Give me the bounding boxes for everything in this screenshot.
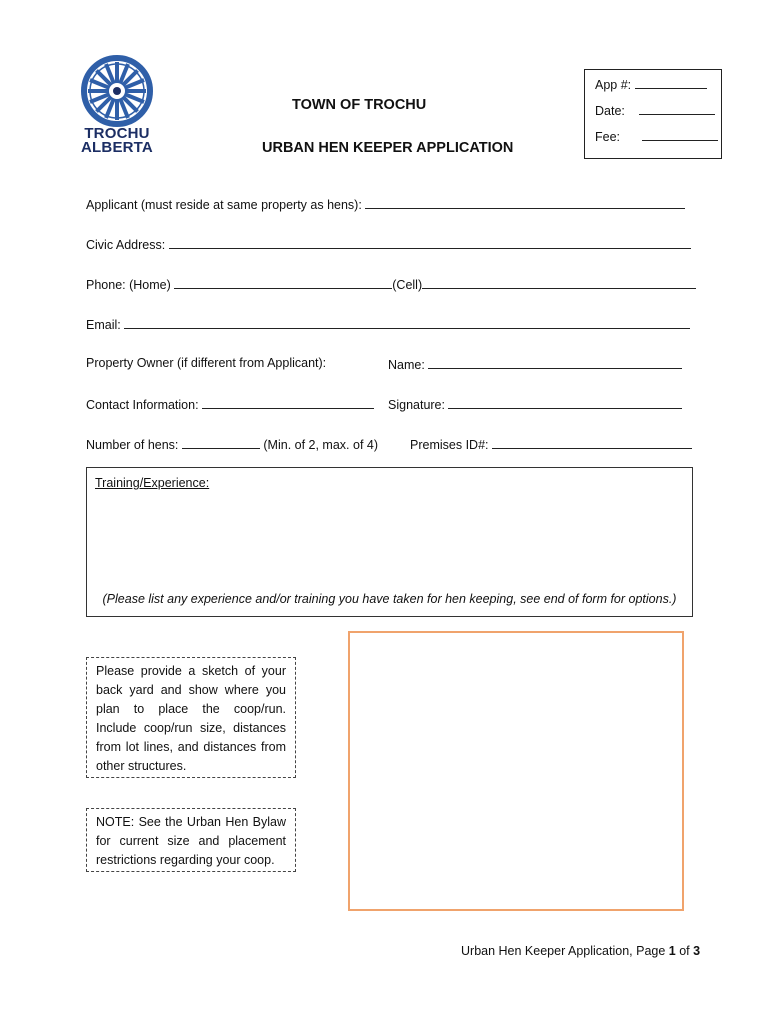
number-of-hens-row: [86, 436, 378, 452]
sketch-area[interactable]: [348, 631, 684, 911]
phone-home-label: Phone: (Home): [86, 278, 171, 292]
premises-id-row: [410, 436, 692, 452]
property-owner-label: Property Owner (if different from Applicant):: [86, 356, 327, 370]
owner-name-field[interactable]: [428, 356, 682, 369]
office-use-box: [584, 69, 722, 159]
footer-page-number: 1: [668, 944, 676, 958]
app-number-field[interactable]: [635, 77, 707, 89]
bylaw-note: NOTE: See the Urban Hen Bylaw for current size and placement restrictions regarding your coop.: [86, 808, 296, 872]
logo-text-alberta: ALBERTA: [81, 139, 153, 156]
app-number-label: App #:: [595, 78, 632, 92]
number-of-hens-label: Number of hens:: [86, 438, 179, 452]
fee-label: Fee:: [595, 130, 621, 144]
date-field[interactable]: [639, 103, 715, 115]
phone-home-field[interactable]: [174, 276, 392, 289]
phone-cell-label: (Cell): [392, 278, 423, 292]
email-row: [86, 316, 690, 332]
signature-row: [388, 396, 682, 412]
contact-info-label: Contact Information:: [86, 398, 199, 412]
civic-address-row: [86, 236, 691, 252]
signature-label: Signature:: [388, 398, 445, 412]
applicant-field[interactable]: [365, 196, 685, 209]
footer-text: Urban Hen Keeper Application, Page: [461, 944, 666, 958]
phone-cell-field[interactable]: [422, 276, 696, 289]
form-title: URBAN HEN KEEPER APPLICATION: [262, 140, 514, 156]
civic-address-label: Civic Address:: [86, 238, 166, 252]
fee-row: [595, 129, 718, 144]
contact-info-row: [86, 396, 374, 412]
app-number-row: [595, 77, 707, 92]
footer-page-total: 3: [693, 944, 701, 958]
footer-of: of: [679, 944, 690, 958]
contact-info-field[interactable]: [202, 396, 374, 409]
signature-field[interactable]: [448, 396, 682, 409]
hens-range-note: (Min. of 2, max. of 4): [263, 438, 379, 452]
training-note: (Please list any experience and/or training you have taken for hen keeping, see end of form for options.): [102, 592, 677, 606]
applicant-label: Applicant (must reside at same property as hens):: [86, 198, 362, 212]
date-row: [595, 103, 715, 118]
civic-address-field[interactable]: [169, 236, 691, 249]
premises-id-field[interactable]: [492, 436, 692, 449]
owner-name-label: Name:: [388, 358, 425, 372]
applicant-row: [86, 196, 685, 212]
phone-row: [86, 276, 696, 292]
wagon-wheel-icon: [80, 54, 154, 128]
fee-field[interactable]: [642, 129, 718, 141]
page-footer: [461, 944, 700, 958]
town-logo: [80, 54, 154, 158]
email-field[interactable]: [124, 316, 690, 329]
owner-name-row: [388, 356, 682, 372]
date-label: Date:: [595, 104, 625, 118]
premises-id-label: Premises ID#:: [410, 438, 489, 452]
training-label: Training/Experience:: [95, 476, 210, 490]
town-title: TOWN OF TROCHU: [292, 97, 427, 113]
number-of-hens-field[interactable]: [182, 436, 260, 449]
logo-text-trochu: TROCHU: [84, 125, 150, 142]
sketch-instructions: Please provide a sketch of your back yard and show where you plan to place the coop/run. Include coop/run size, distances from lot lines, and distances from other structures.: [86, 657, 296, 778]
email-label: Email:: [86, 318, 121, 332]
training-experience-box[interactable]: [86, 467, 693, 617]
